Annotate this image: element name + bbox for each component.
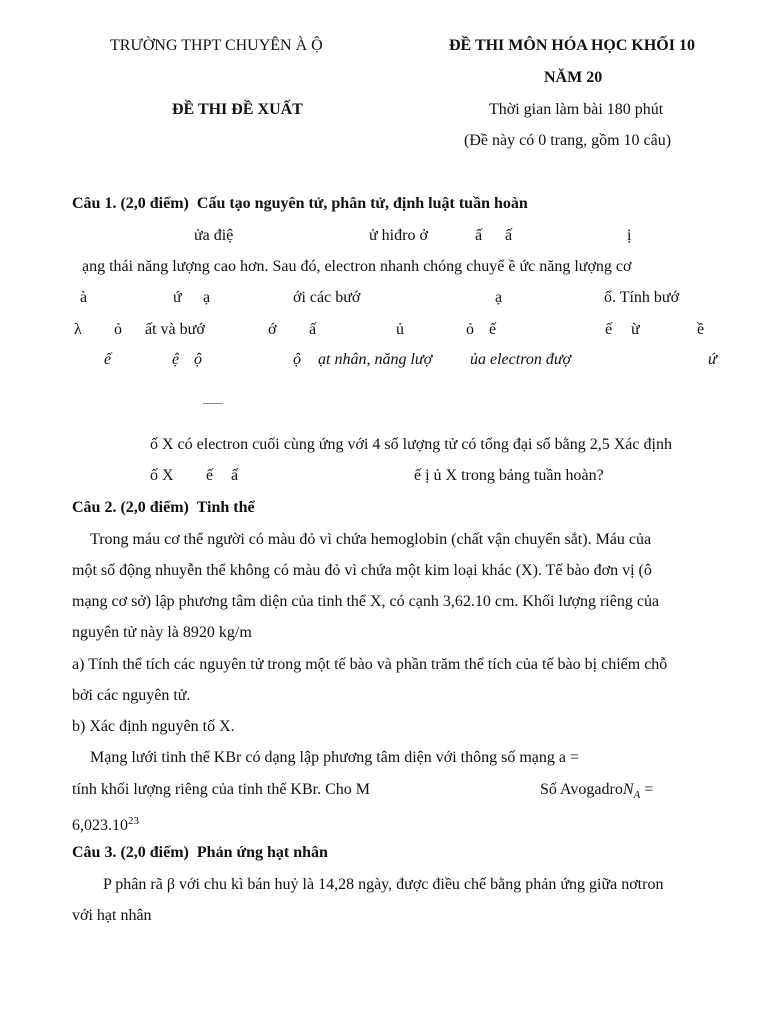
q1-frag: ỏ xyxy=(114,321,122,338)
q1-frag: ấ xyxy=(505,227,513,244)
q1-frag: à xyxy=(80,289,88,306)
q1-frag: λ xyxy=(74,321,82,338)
q1-heading xyxy=(72,194,528,214)
q1-frag: ứ xyxy=(708,351,717,368)
q1-frag: ất và bướ xyxy=(145,321,205,338)
exam-duration: Thời gian làm bài 180 phút xyxy=(489,101,664,118)
q1-frag: ể xyxy=(104,351,112,368)
q1-frag: ấ xyxy=(309,321,317,338)
q2-part-a: a) Tính thể tích các nguyên tử trong một tế bào và phần trăm thể tích của tế bào bị chiếm chỗ xyxy=(72,656,668,673)
q2-heading xyxy=(72,498,255,518)
q1-frag: ấ xyxy=(475,227,483,244)
exam-year: NĂM 20 xyxy=(544,69,603,86)
q1-frag: ứ xyxy=(173,289,182,306)
q2-paragraph-line: Trong máu cơ thể người có màu đỏ vì chứa hemoglobin (chất vận chuyển sắt). Máu của xyxy=(90,531,652,548)
q1-frag: ổ. Tính bướ xyxy=(604,289,680,306)
q1-title: Cấu tạo nguyên tử, phân tử, định luật tuần hoàn xyxy=(196,195,528,212)
q1-frag: ố X xyxy=(150,467,174,484)
q2-number: Câu 2. (2,0 điểm) xyxy=(72,499,189,516)
q1-frag: ộ xyxy=(293,351,301,368)
q2-avogadro-value: 6,023.10$^{23}$ xyxy=(72,815,139,834)
q1-frag: ủ xyxy=(396,321,404,338)
q1-frag: ạt nhân, năng lượ xyxy=(318,351,433,368)
q3-paragraph-line: với hạt nhân xyxy=(72,907,152,924)
q1-frag: ế xyxy=(489,321,497,338)
q2-paragraph-line: một số động nhuyễn thể không có màu đỏ vì chứa một kim loại khác (X). Tế bào đơn vị (ô xyxy=(72,562,652,579)
exam-pages: (Đề này có 0 trang, gồm 10 câu) xyxy=(464,132,672,149)
q1-frag: ủa electron đượ xyxy=(470,351,572,368)
q1-frag: ớ xyxy=(268,321,277,338)
q1-frag: ửa điệ xyxy=(194,227,234,244)
q2-paragraph-line: nguyên tử này là 8920 kg/m xyxy=(72,624,252,641)
q3-number: Câu 3. (2,0 điểm) xyxy=(72,844,189,861)
q3-paragraph-line: P phân rã β với chu kì bán huỷ là 14,28 ngày, được điều chế bằng phản ứng giữa nơtron xyxy=(103,876,664,893)
q1-line-2: ạng thái năng lượng cao hơn. Sau đó, electron nhanh chóng chuyể ề ức năng lượng cơ xyxy=(82,258,632,275)
q1-frag: ế ị ủ X trong bảng tuần hoàn? xyxy=(414,467,604,484)
q1-element-x-line-1: ố X có electron cuối cùng ứng với 4 số lượng tử có tổng đại số bằng 2,5 Xác định xyxy=(150,436,672,453)
q1-frag: ề xyxy=(697,321,705,338)
q1-frag: ị xyxy=(627,227,632,244)
q1-frag: ạ xyxy=(203,289,211,306)
q1-frag: ộ xyxy=(194,351,202,368)
school-name: TRƯỜNG THPT CHUYÊN À Ộ xyxy=(110,37,323,54)
q1-frag: ế xyxy=(206,467,214,484)
q2-part-b: b) Xác định nguyên tố X. xyxy=(72,718,235,735)
q1-frag: ạ xyxy=(495,289,503,306)
q1-frag: ừ xyxy=(631,321,640,338)
q1-frag: ử hiđro ở xyxy=(369,227,428,244)
exam-title: ĐỀ THI MÔN HÓA HỌC KHỐI 10 xyxy=(449,37,695,54)
q1-frag: ấ xyxy=(231,467,239,484)
q3-title: Phản ứng hạt nhân xyxy=(196,844,328,861)
q2-part-a-cont: bởi các nguyên tử. xyxy=(72,687,191,704)
q1-frag: ới các bướ xyxy=(293,289,361,306)
q1-frag: ệ xyxy=(172,351,180,368)
q2-paragraph-line: mạng cơ sở) lập phương tâm diện của tinh thể X, có cạnh 3,62.10 cm. Khối lượng riêng của xyxy=(72,593,660,610)
q2-avogadro: Số AvogadroN$_A$ = xyxy=(540,781,654,801)
q1-frag: ế xyxy=(605,321,613,338)
q2-title: Tinh thể xyxy=(196,499,255,516)
q3-heading xyxy=(72,843,328,863)
proposal-label: ĐỀ THI ĐỀ XUẤT xyxy=(172,101,303,118)
q1-frag: ỏ xyxy=(466,321,474,338)
q2-kbr-line-1: Mạng lưới tinh thể KBr có dạng lập phương tâm diện với thông số mạng a = xyxy=(90,749,580,766)
q1-number: Câu 1. (2,0 điểm) xyxy=(72,195,189,212)
q2-kbr-line-2: tính khối lượng riêng của tinh thể KBr. Cho M xyxy=(72,781,370,798)
fraction-bar xyxy=(203,403,223,404)
